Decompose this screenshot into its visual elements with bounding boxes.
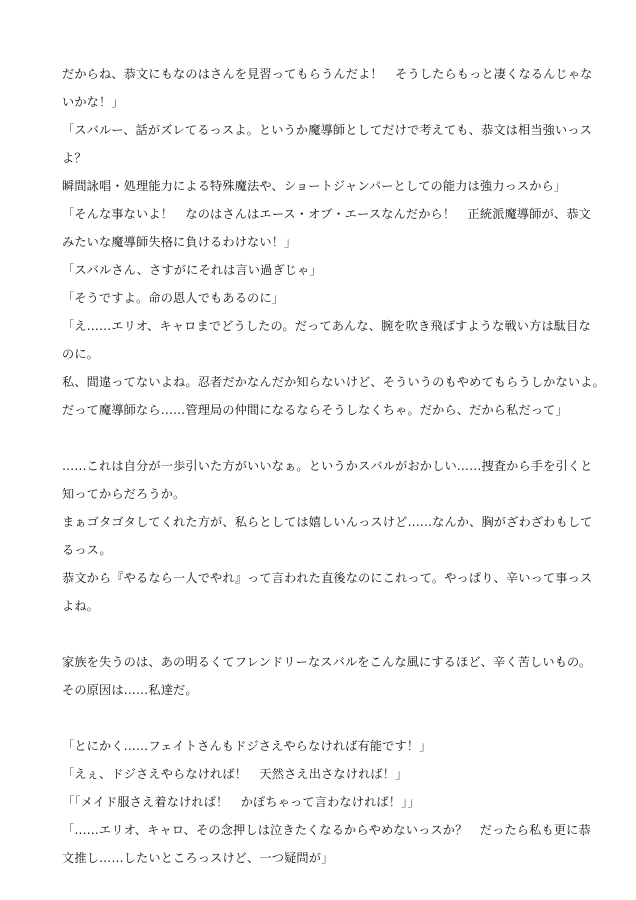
- text-line: 「……エリオ、キャロ、その念押しは泣きたくなるからやめないっスか？ だったら私も更に恭: [62, 823, 591, 837]
- text-line: いかな！」: [62, 95, 124, 109]
- text-line: 文推し……したいところっスけど、一つ疑問が」: [62, 851, 334, 865]
- text-line: よね。: [62, 599, 100, 613]
- text-line: るっス。: [62, 543, 112, 557]
- text-line: ……これは自分が一歩引いた方がいいなぁ。というかスバルがおかしい……捜査から手を引くと: [62, 459, 593, 473]
- text-line: 「そんな事ないよ！ なのはさんはエース・オブ・エースなんだから！ 正統派魔導師が、恭文: [62, 207, 591, 221]
- text-line: 家族を失うのは、あの明るくてフレンドリーなスバルをこんな風にするほど、辛く苦しいもの。: [62, 655, 592, 669]
- text-line: 瞬間詠唱・処理能力による特殊魔法や、ショートジャンパーとしての能力は強力っスから」: [62, 179, 567, 193]
- text-line: 「スバルー、話がズレてるっスよ。というか魔導師としてだけで考えても、恭文は相当強いっス: [62, 123, 593, 137]
- text-line: だからね、恭文にもなのはさんを見習ってもらうんだよ！ そうしたらもっと凄くなるんじゃな: [62, 67, 593, 81]
- text-line: 知ってからだろうか。: [62, 487, 186, 501]
- text-line: みたいな魔導師失格に負けるわけない！」: [62, 235, 297, 249]
- text-line: 恭文から『やるなら一人でやれ』って言われた直後なのにこれって。やっぱり、辛いって事っス: [62, 571, 593, 585]
- text-line: まぁゴタゴタしてくれた方が、私らとしては嬉しいんっスけど……なんか、胸がざわざわもして: [62, 515, 593, 529]
- text-line: 「「メイド服さえ着なければ！ かぽちゃって言わなければ！」」: [62, 795, 420, 809]
- document-page: [62, 60, 605, 872]
- text-line: 私、間違ってないよね。忍者だかなんだか知らないけど、そういうのもやめてもらうしかないよ。: [62, 375, 605, 389]
- text-line: のに。: [62, 347, 100, 361]
- text-line: よ？: [62, 151, 87, 165]
- text-line: だって魔導師なら……管理局の仲間になるならそうしなくちゃ。だから、だから私だって」: [62, 403, 568, 417]
- text-line: 「え……エリオ、キャロまでどうしたの。だってあんな、腕を吹き飛ばすような戦い方は駄目な: [62, 319, 591, 333]
- text-line: 「そうですよ。命の恩人でもあるのに」: [62, 291, 285, 305]
- blank-line: [62, 620, 582, 648]
- text-line: 「スバルさん、さすがにそれは言い過ぎじゃ」: [62, 263, 322, 277]
- blank-line: [62, 424, 582, 452]
- text-line: その原因は……私達だ。: [62, 683, 198, 697]
- blank-line: [62, 704, 582, 732]
- text-line: 「えぇ、ドジさえやらなければ！ 天然さえ出さなければ！」: [62, 767, 408, 781]
- text-line: 「とにかく……フェイトさんもドジさえやらなければ有能です！」: [62, 739, 432, 753]
